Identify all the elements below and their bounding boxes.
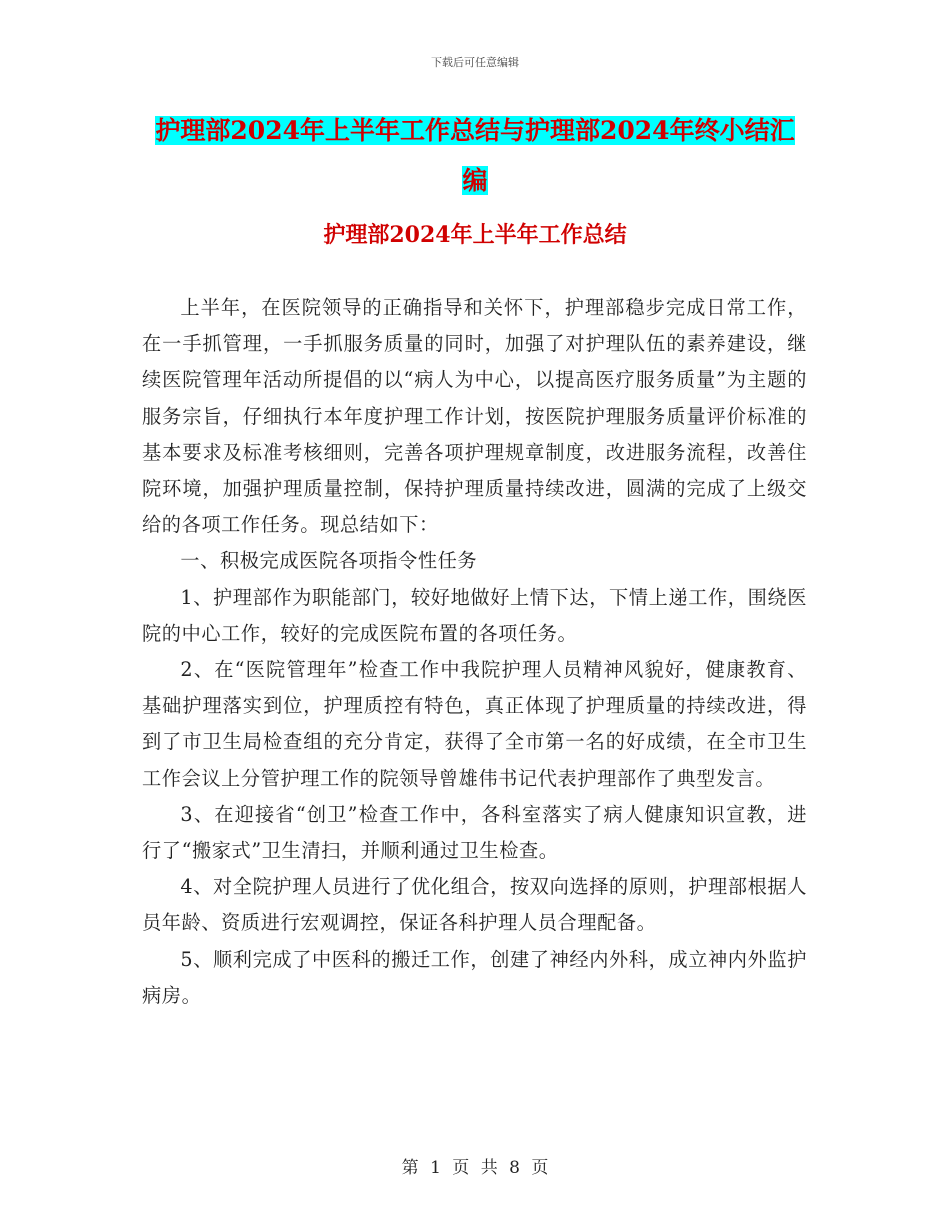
document-body <box>142 290 807 1014</box>
page-number: 第 1 页 共 8 页 <box>401 1158 549 1178</box>
header-note: 下载后可任意编辑 <box>431 56 519 69</box>
section-title: 护理部2024年上半年工作总结 <box>323 222 627 248</box>
document-title <box>150 106 800 206</box>
paragraph-intro: 上半年，在医院领导的正确指导和关怀下，护理部稳步完成日常工作，在一手抓管理，一手抓服务质量的同时，加强了对护理队伍的素养建设，继续医院管理年活动所提倡的以“病人为中心，以提高医疗服务质量”为主题的服务宗旨，仔细执行本年度护理工作计划，按医院护理服务质量评价标准的基本要求及标准考核细则，完善各项护理规章制度，改进服务流程，改善住院环境，加强护理质量控制，保持护理质量持续改进，圆满的完成了上级交给的各项工作任务。现总结如下： <box>142 296 807 537</box>
paragraph-item-2: 2、在“医院管理年”检查工作中我院护理人员精神风貌好，健康教育、基础护理落实到位，护理质控有特色，真正体现了护理质量的持续改进，得到了市卫生局检查组的充分肯定，获得了全市第一名的好成绩，在全市卫生工作会议上分管护理工作的院领导曾雄伟书记代表护理部作了典型发言。 <box>142 658 807 790</box>
paragraph-item-5: 5、顺利完成了中医科的搬迁工作，创建了神经内外科，成立神内外监护病房。 <box>142 947 807 1007</box>
paragraph-item-4: 4、对全院护理人员进行了优化组合，按双向选择的原则，护理部根据人员年龄、资质进行宏观调控，保证各科护理人员合理配备。 <box>142 875 807 935</box>
document-title-text: 护理部2024年上半年工作总结与护理部2024年终小结汇编 <box>155 116 795 195</box>
paragraph-item-3: 3、在迎接省“创卫”检查工作中，各科室落实了病人健康知识宣教，进行了“搬家式”卫生清扫，并顺利通过卫生检查。 <box>142 802 807 863</box>
paragraph-item-1: 1、护理部作为职能部门，较好地做好上情下达，下情上递工作，围绕医院的中心工作，较好的完成医院布置的各项任务。 <box>142 585 807 645</box>
paragraph-heading-1: 一、积极完成医院各项指令性任务 <box>180 549 478 573</box>
